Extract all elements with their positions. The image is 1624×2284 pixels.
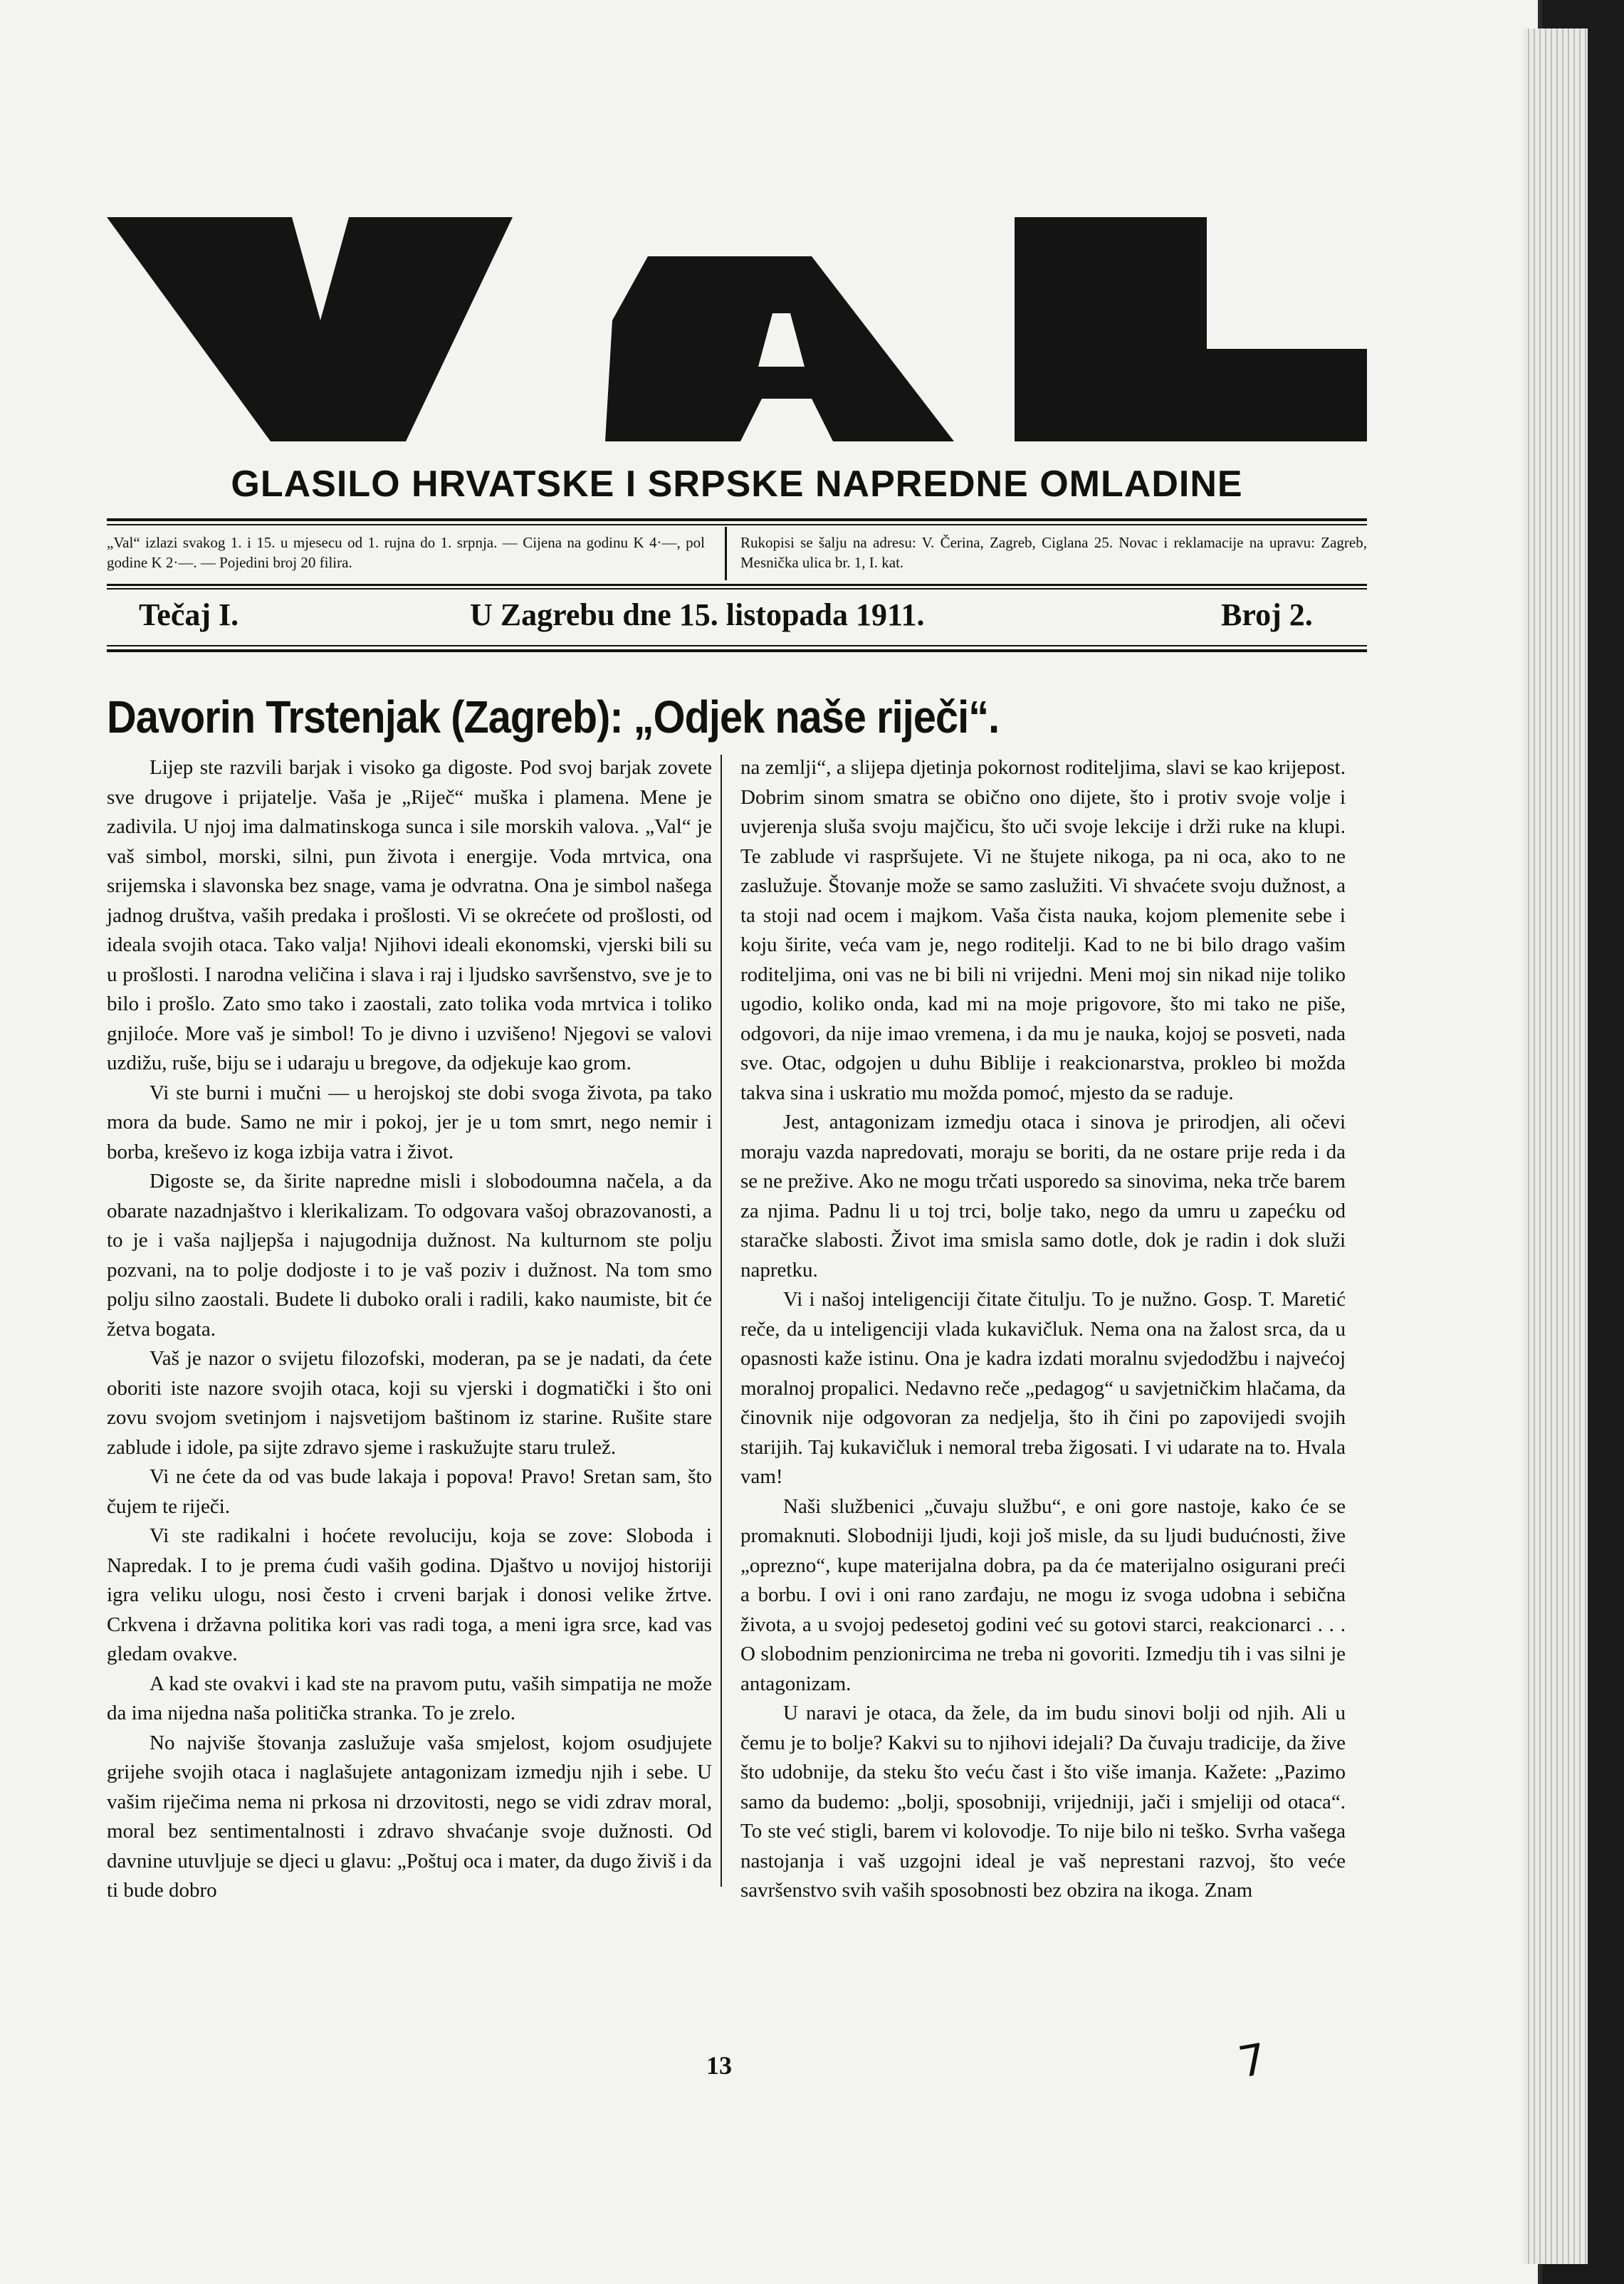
paragraph: Naši službenici „čuvaju službu“, e oni gore nastoje, kako će se promaknuti. Slobodniji ljudi, koji još misle, da su ljudi budućnosti, žive „oprezno“, kupe materijalna dobra, pa da će materijalno osigurani preći a borbu. I ovi i oni rano zarđaju, ne mogu iz svoga udobna i sebična života, a u svojoj pedesetoj godini već su gotovi starci, reakcionarci . . . O slobodnim penzionircima ne treba ni govoriti. Izmedju tih i vas silni je antagonizam. [740,1494,1346,1695]
paragraph: Digoste se, da širite napredne misli i slobodoumna načela, a da obarate nazadnjaštvo i klerikalizam. To odgovara vašoj obrazovanosti, a to je i vaša najljepša i najugodnija dužnost. Na kulturnom ste polju pozvani, na to polje dodjoste i to je vaš poziv i dužnost. Na tom smo polju silno zaostali. Budete li duboko orali i radili, kako naumiste, bit će žetva bogata. [107,1170,712,1341]
editorial-address: Rukopisi se šalju na adresu: V. Čerina, Zagreb, Ciglana 25. Novac i reklamacije na upravu: Zagreb, Mesnička ulica br. 1, I. kat. [740,534,1367,571]
page-edge-stack [1524,28,1588,2264]
paragraph: No najviše štovanja zaslužuje vaša smjelost, kojom osudjujete grijehe svojih otaca i naglašujete antagonizam izmedju njih i sebe. U vašim riječima nema ni prkosa ni drzovitosti, nego se vidi zdrav moral, moral bez sentimentalnosti i zdravo shvaćanje svoje dužnosti. Od davnine utuvljuje se djeci u glavu: „Poštuj oca i mater, da dugo živiš i da ti bude dobro [107,1731,712,1902]
paragraph: Vi ste burni i mučni — u herojskoj ste dobi svoga života, pa tako mora da bude. Samo ne mir i pokoj, jer je u tom smrt, nego nemir i borba, kreševo iz koga izbija vatra i život. [107,1081,712,1163]
column-divider [721,755,722,1887]
subscription-info: „Val“ izlazi svakog 1. i 15. u mjesecu od 1. rujna do 1. srpnja. — Cijena na godinu K 4·—, pol godine K 2·—. — Pojedini broj 20 filira. [107,534,705,571]
paragraph: na zemlji“, a slijepa djetinja pokornost roditeljima, slavi se kao krijepost. Dobrim sinom smatra se obično ono dijete, što i protiv svoje volje i uvjerenja sluša svoju majčicu, što uči svoje lekcije i drži ruke na klupi. Te zablude vi raspršujete. Vi ne štujete nikoga, pa ni oca, ako to ne zaslužuje. Štovanje može se samo zaslužiti. Vi shvaćete svoju dužnost, a ta stoji nad ocem i majkom. Vaša čista nauka, kojom plemenite sebe i koju širite, veća vam je, nego roditelji. Kad to ne bi bilo drago vašim roditeljima, oni vas ne bi bili ni vrijedni. Meni moj sin nikad nije toliko ugodio, koliko onda, kad mi na moje prigovore, što mi tako ne piše, odgovori, da nije imao vremena, i da mu je nauka, kojoj se posveti, nada sve. Otac, odgojen u duhu Biblije i reakcionarstva, prokleo bi možda takva sina i uskratio mu možda pomoć, mjesto da se raduje. [740,756,1346,1104]
masthead-logo [107,214,1367,449]
divider [107,649,1367,652]
paragraph: Vaš je nazor o svijetu filozofski, moderan, pa se je nadati, da ćete oboriti iste nazore svojih otaca, koji su vjerski i dogmatički i što oni zovu svojom svetinjom i najsvetijom baštinom iz starine. Rušite stare zablude i idole, pa sijte zdravo sjeme i raskužujte staru trulež. [107,1347,712,1459]
divider [107,588,1367,590]
article-column-right [740,753,1346,1906]
paragraph: Vi i našoj inteligenciji čitate čitulju. To je nužno. Gosp. T. Maretić reče, da u inteligenciji vlada kukavičluk. Nema ona na žalost srca, da u opasnosti kaže istinu. Ona je kadra izdati moralnu svjedodžbu i najvećoj moralnoj propalici. Nedavno reče „pedagog“ u savjetničkim hlačama, da činovnik nije odgovoran za nedjelja, što ih čini po zapovijedi svojih starijih. Taj kukavičluk i nemoral treba žigosati. I vi udarate na to. Hvala vam! [740,1288,1346,1488]
article-column-left [107,753,712,1906]
masthead-subtitle: GLASILO HRVATSKE I SRPSKE NAPREDNE OMLADINE [231,463,1243,505]
paragraph: A kad ste ovakvi i kad ste na pravom putu, vaših simpatija ne može da ima nijedna naša politička stranka. To je zrelo. [107,1672,712,1724]
issue-number: Broj 2. [1221,597,1313,632]
page-number: 13 [706,2051,732,2080]
issue-line [107,597,1367,639]
masthead-letter-v [107,217,513,441]
divider [107,584,1367,586]
divider [107,645,1367,646]
divider [107,518,1367,521]
paragraph: Vi ne ćete da od vas bude lakaja i popova! Pravo! Sretan sam, što čujem te riječi. [107,1465,712,1518]
paragraph: Lijep ste razvili barjak i visoko ga digoste. Pod svoj barjak zovete sve drugove i prijatelje. Vaša je „Riječ“ muška i plamena. Mene je zadivila. U njoj ima dalmatinskoga sunca i sile morskih valova. „Val“ je vaš simbol, morski, silni, pun života i energije. Voda mrtvica, ona srijemska i slavonska bez snage, vama je odvratna. Ona je simbol našega jadnog društva, vaših predaka i prošlosti. Vi se okrećete od prošlosti, od ideala svojih otaca. Tako valja! Njihovi ideali ekonomski, vjerski bili su u prošlosti. I narodna veličina i slava i raj i ljudsko savršenstvo, sve je to bilo i prošlo. Zato smo tako i zaostali, zato tolika voda mrtvica i toliko gnjiloće. More vaš je simbol! To je divno i uzvišeno! Njegovi se valovi uzdižu, ruše, biju se i udaraju u bregove, da odjekuje kao grom. [107,756,712,1074]
paragraph: Vi ste radikalni i hoćete revoluciju, koja se zove: Sloboda i Napredak. I to je prema ćudi vaših godina. Djaštvo u novijoj historiji igra veliku ulogu, nosi često i crveni barjak i donosi velike žrtve. Crkvena i državna politika kori vas radi toga, a meni igra srce, kad vas gledam ovakve. [107,1524,712,1665]
handwritten-mark: 7 [1235,2034,1270,2088]
issue-date: U Zagrebu dne 15. listopada 1911. [470,597,925,632]
issue-volume: Tečaj I. [139,597,239,632]
paragraph: U naravi je otaca, da žele, da im budu sinovi bolji od njih. Ali u čemu je to bolje? Kakvi su to njihovi idejali? Da čuvaju tradicije, da žive što udobnije, da stеku što veću čast i što više imanja. Kažete: „Pazimo samo da budemo: „bolji, sposobniji, vrijedniji, jači i smjeliji od otaca“. To ste već stigli, barem vi kolovodje. To nije bilo ni teško. Svrha vašega nastojanja i vaš uzgojni ideal je vaš neprestani razvoj, što veće savršenstvo svih vaših sposobnosti bez obzira na ikoga. Znam [740,1702,1346,1902]
paragraph: Jest, antagonizam izmedju otaca i sinova je prirodjen, ali očevi moraju vazda napredovati, moraju se boriti, da ne ostare prije reda i da se ne prežive. Ako ne mogu trčati usporedo sa sinovima, neka trče barem za njima. Padnu li u toj trci, bolje tako, nego da umru u zapećku od staračke slabosti. Život ima smisla samo dotle, dok je radin i dok služi napretku. [740,1111,1346,1282]
article-title: Davorin Trstenjak (Zagreb): „Odjek naše riječi“. [107,691,1000,743]
divider [725,527,727,580]
divider [107,524,1367,525]
masthead-letter-l [1015,217,1367,441]
